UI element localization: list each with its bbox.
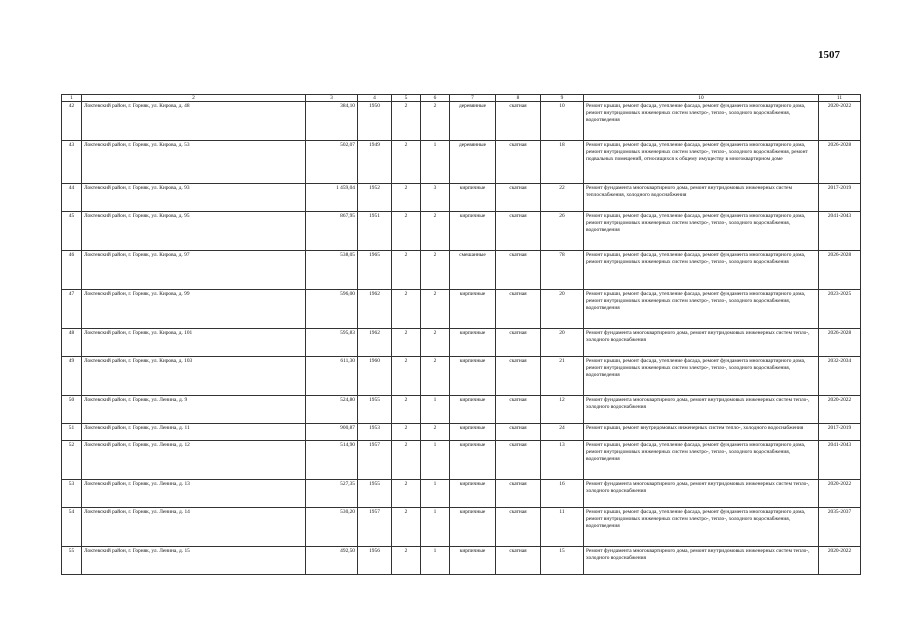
column-header: 1 xyxy=(62,95,82,102)
area-cell: 384,10 xyxy=(306,102,358,141)
period-cell: 2032-2034 xyxy=(819,357,861,396)
roof-type-cell: скатная xyxy=(496,184,541,212)
period-cell: 2020-2022 xyxy=(819,396,861,424)
count-cell: 78 xyxy=(541,251,584,290)
count-cell: 12 xyxy=(541,396,584,424)
row-number-cell: 43 xyxy=(62,141,82,184)
build-year-cell: 1962 xyxy=(358,329,392,357)
build-year-cell: 1960 xyxy=(358,357,392,396)
column-header: 8 xyxy=(496,95,541,102)
address-cell: Локтевский район, г. Горняк, ул. Кирова, д. 101 xyxy=(82,329,306,357)
floors-cell: 2 xyxy=(392,480,421,508)
wall-material-cell: кирпичные xyxy=(450,396,496,424)
build-year-cell: 1957 xyxy=(358,441,392,480)
area-cell: 502,07 xyxy=(306,141,358,184)
table-row xyxy=(62,329,861,357)
roof-type-cell: скатная xyxy=(496,329,541,357)
period-cell: 2020-2022 xyxy=(819,480,861,508)
floors-cell: 2 xyxy=(392,441,421,480)
wall-material-cell: кирпичные xyxy=(450,357,496,396)
address-cell: Локтевский район, г. Горняк, ул. Ленина, д. 14 xyxy=(82,508,306,547)
wall-material-cell: кирпичные xyxy=(450,424,496,441)
column-header: 10 xyxy=(584,95,819,102)
entrances-cell: 2 xyxy=(421,251,450,290)
row-number-cell: 47 xyxy=(62,290,82,329)
roof-type-cell: скатная xyxy=(496,424,541,441)
column-header: 4 xyxy=(358,95,392,102)
count-cell: 26 xyxy=(541,212,584,251)
works-list-cell: Ремонт фундамента многоквартирного дома, ремонт внутридомовых инженерных систем тепло-, холодного водоснабжения xyxy=(584,480,819,508)
wall-material-cell: кирпичные xyxy=(450,212,496,251)
address-cell: Локтевский район, г. Горняк, ул. Кирова, д. 48 xyxy=(82,102,306,141)
address-cell: Локтевский район, г. Горняк, ул. Кирова, д. 53 xyxy=(82,141,306,184)
build-year-cell: 1955 xyxy=(358,480,392,508)
address-cell: Локтевский район, г. Горняк, ул. Ленина, д. 9 xyxy=(82,396,306,424)
roof-type-cell: скатная xyxy=(496,547,541,575)
entrances-cell: 2 xyxy=(421,329,450,357)
roof-type-cell: скатная xyxy=(496,290,541,329)
wall-material-cell: кирпичные xyxy=(450,184,496,212)
table-row xyxy=(62,480,861,508)
area-cell: 492,50 xyxy=(306,547,358,575)
row-number-cell: 48 xyxy=(62,329,82,357)
wall-material-cell: кирпичные xyxy=(450,441,496,480)
count-cell: 22 xyxy=(541,184,584,212)
works-list-cell: Ремонт крыши, ремонт фасада, утепление фасада, ремонт фундамента многоквартирного дома, ремонт внутридомовых инженерных систем электро-, тепло-, холодного водоснабжения, ремонт подвальных помещений, относящихся к общему имуществу в многоквартирном доме xyxy=(584,141,819,184)
column-header: 9 xyxy=(541,95,584,102)
floors-cell: 2 xyxy=(392,290,421,329)
area-cell: 595,83 xyxy=(306,329,358,357)
entrances-cell: 1 xyxy=(421,508,450,547)
count-cell: 18 xyxy=(541,141,584,184)
area-cell: 538,05 xyxy=(306,251,358,290)
count-cell: 24 xyxy=(541,424,584,441)
wall-material-cell: деревянные xyxy=(450,102,496,141)
row-number-cell: 55 xyxy=(62,547,82,575)
address-cell: Локтевский район, г. Горняк, ул. Ленина, д. 15 xyxy=(82,547,306,575)
housing-register-table xyxy=(61,94,861,575)
build-year-cell: 1951 xyxy=(358,212,392,251)
floors-cell: 2 xyxy=(392,251,421,290)
roof-type-cell: скатная xyxy=(496,508,541,547)
count-cell: 10 xyxy=(541,102,584,141)
entrances-cell: 1 xyxy=(421,480,450,508)
entrances-cell: 2 xyxy=(421,424,450,441)
area-cell: 867,95 xyxy=(306,212,358,251)
build-year-cell: 1957 xyxy=(358,508,392,547)
table-row xyxy=(62,547,861,575)
column-header: 2 xyxy=(82,95,306,102)
build-year-cell: 1952 xyxy=(358,184,392,212)
entrances-cell: 1 xyxy=(421,547,450,575)
period-cell: 2017-2019 xyxy=(819,184,861,212)
period-cell: 2041-2043 xyxy=(819,441,861,480)
count-cell: 13 xyxy=(541,441,584,480)
row-number-cell: 52 xyxy=(62,441,82,480)
area-cell: 611,30 xyxy=(306,357,358,396)
row-number-cell: 45 xyxy=(62,212,82,251)
table-row xyxy=(62,290,861,329)
works-list-cell: Ремонт фундамента многоквартирного дома, ремонт внутридомовых инженерных систем теплоснабжения, холодного водоснабжения xyxy=(584,184,819,212)
column-header: 7 xyxy=(450,95,496,102)
works-list-cell: Ремонт фундамента многоквартирного дома, ремонт внутридомовых инженерных систем тепло-, холодного водоснабжения xyxy=(584,396,819,424)
floors-cell: 2 xyxy=(392,102,421,141)
works-list-cell: Ремонт крыши, ремонт фасада, утепление фасада, ремонт фундамента многоквартирного дома, ремонт внутридомовых инженерных систем электро-, тепло-, холодного водоснабжения, водоотведения xyxy=(584,441,819,480)
page-number: 1507 xyxy=(818,49,840,61)
area-cell: 524,80 xyxy=(306,396,358,424)
period-cell: 2017-2019 xyxy=(819,424,861,441)
wall-material-cell: кирпичные xyxy=(450,508,496,547)
address-cell: Локтевский район, г. Горняк, ул. Ленина, д. 13 xyxy=(82,480,306,508)
period-cell: 2026-2028 xyxy=(819,141,861,184)
address-cell: Локтевский район, г. Горняк, ул. Ленина, д. 12 xyxy=(82,441,306,480)
roof-type-cell: скатная xyxy=(496,102,541,141)
entrances-cell: 2 xyxy=(421,357,450,396)
count-cell: 21 xyxy=(541,357,584,396)
period-cell: 2020-2022 xyxy=(819,102,861,141)
row-number-cell: 44 xyxy=(62,184,82,212)
wall-material-cell: деревянные xyxy=(450,141,496,184)
table-row xyxy=(62,212,861,251)
table-row xyxy=(62,508,861,547)
wall-material-cell: кирпичные xyxy=(450,547,496,575)
header-row xyxy=(62,95,861,102)
floors-cell: 2 xyxy=(392,329,421,357)
roof-type-cell: скатная xyxy=(496,396,541,424)
column-header: 11 xyxy=(819,95,861,102)
entrances-cell: 3 xyxy=(421,184,450,212)
table-row xyxy=(62,141,861,184)
entrances-cell: 1 xyxy=(421,396,450,424)
works-list-cell: Ремонт крыши, ремонт фасада, утепление фасада, ремонт фундамента многоквартирного дома, ремонт внутридомовых инженерных систем электро-, тепло-, холодного водоснабжения, водоотведения xyxy=(584,102,819,141)
floors-cell: 2 xyxy=(392,508,421,547)
table-row xyxy=(62,251,861,290)
address-cell: Локтевский район, г. Горняк, ул. Ленина, д. 11 xyxy=(82,424,306,441)
address-cell: Локтевский район, г. Горняк, ул. Кирова, д. 93 xyxy=(82,184,306,212)
row-number-cell: 53 xyxy=(62,480,82,508)
entrances-cell: 2 xyxy=(421,212,450,251)
works-list-cell: Ремонт крыши, ремонт фасада, утепление фасада, ремонт фундамента многоквартирного дома, ремонт внутридомовых инженерных систем электро-, тепло-, холодного водоснабжения, водоотведения xyxy=(584,508,819,547)
row-number-cell: 42 xyxy=(62,102,82,141)
table-row xyxy=(62,357,861,396)
works-list-cell: Ремонт крыши, ремонт фасада, утепление фасада, ремонт фундамента многоквартирного дома, ремонт внутридомовых инженерных систем электро-, тепло-, холодного водоснабжения, водоотведения xyxy=(584,290,819,329)
works-list-cell: Ремонт фундамента многоквартирного дома, ремонт внутридомовых инженерных систем тепло-, холодного водоснабжения xyxy=(584,329,819,357)
roof-type-cell: скатная xyxy=(496,251,541,290)
period-cell: 2041-2043 xyxy=(819,212,861,251)
address-cell: Локтевский район, г. Горняк, ул. Кирова, д. 103 xyxy=(82,357,306,396)
row-number-cell: 54 xyxy=(62,508,82,547)
period-cell: 2026-2028 xyxy=(819,329,861,357)
entrances-cell: 1 xyxy=(421,441,450,480)
build-year-cell: 1962 xyxy=(358,290,392,329)
table-row xyxy=(62,424,861,441)
roof-type-cell: скатная xyxy=(496,441,541,480)
period-cell: 2035-2037 xyxy=(819,508,861,547)
wall-material-cell: кирпичные xyxy=(450,480,496,508)
floors-cell: 2 xyxy=(392,212,421,251)
column-header: 5 xyxy=(392,95,421,102)
column-header: 6 xyxy=(421,95,450,102)
area-cell: 527,35 xyxy=(306,480,358,508)
area-cell: 1 459,04 xyxy=(306,184,358,212)
build-year-cell: 1953 xyxy=(358,424,392,441)
row-number-cell: 51 xyxy=(62,424,82,441)
works-list-cell: Ремонт крыши, ремонт внутридомовых инженерных систем тепло-, холодного водоснабжения xyxy=(584,424,819,441)
count-cell: 15 xyxy=(541,547,584,575)
entrances-cell: 1 xyxy=(421,141,450,184)
build-year-cell: 1956 xyxy=(358,547,392,575)
entrances-cell: 2 xyxy=(421,102,450,141)
row-number-cell: 46 xyxy=(62,251,82,290)
period-cell: 2020-2022 xyxy=(819,547,861,575)
works-list-cell: Ремонт крыши, ремонт фасада, утепление фасада, ремонт фундамента многоквартирного дома, ремонт внутридомовых инженерных систем электро-, тепло-, холодного водоснабжения, водоотведения xyxy=(584,212,819,251)
address-cell: Локтевский район, г. Горняк, ул. Кирова, д. 99 xyxy=(82,290,306,329)
wall-material-cell: кирпичные xyxy=(450,290,496,329)
count-cell: 16 xyxy=(541,480,584,508)
count-cell: 20 xyxy=(541,329,584,357)
row-number-cell: 49 xyxy=(62,357,82,396)
build-year-cell: 1965 xyxy=(358,251,392,290)
count-cell: 11 xyxy=(541,508,584,547)
wall-material-cell: кирпичные xyxy=(450,329,496,357)
build-year-cell: 1955 xyxy=(358,396,392,424)
table-row xyxy=(62,396,861,424)
table-row xyxy=(62,441,861,480)
roof-type-cell: скатная xyxy=(496,357,541,396)
build-year-cell: 1950 xyxy=(358,102,392,141)
floors-cell: 2 xyxy=(392,424,421,441)
table-row xyxy=(62,184,861,212)
works-list-cell: Ремонт крыши, ремонт фасада, утепление фасада, ремонт фундамента многоквартирного дома, ремонт внутридомовых инженерных систем электро-, тепло-, холодного водоснабжения xyxy=(584,251,819,290)
floors-cell: 2 xyxy=(392,547,421,575)
area-cell: 900,87 xyxy=(306,424,358,441)
entrances-cell: 2 xyxy=(421,290,450,329)
floors-cell: 2 xyxy=(392,396,421,424)
area-cell: 514,90 xyxy=(306,441,358,480)
address-cell: Локтевский район, г. Горняк, ул. Кирова, д. 95 xyxy=(82,212,306,251)
works-list-cell: Ремонт фундамента многоквартирного дома, ремонт внутридомовых инженерных систем тепло-, холодного водоснабжения xyxy=(584,547,819,575)
floors-cell: 2 xyxy=(392,141,421,184)
wall-material-cell: смешанные xyxy=(450,251,496,290)
roof-type-cell: скатная xyxy=(496,141,541,184)
period-cell: 2023-2025 xyxy=(819,290,861,329)
table-row xyxy=(62,102,861,141)
column-header: 3 xyxy=(306,95,358,102)
address-cell: Локтевский район, г. Горняк, ул. Кирова, д. 97 xyxy=(82,251,306,290)
roof-type-cell: скатная xyxy=(496,480,541,508)
count-cell: 20 xyxy=(541,290,584,329)
area-cell: 530,20 xyxy=(306,508,358,547)
roof-type-cell: скатная xyxy=(496,212,541,251)
floors-cell: 2 xyxy=(392,357,421,396)
period-cell: 2026-2028 xyxy=(819,251,861,290)
floors-cell: 2 xyxy=(392,184,421,212)
build-year-cell: 1949 xyxy=(358,141,392,184)
works-list-cell: Ремонт крыши, ремонт фасада, утепление фасада, ремонт фундамента многоквартирного дома, ремонт внутридомовых инженерных систем электро-, тепло-, холодного водоснабжения, водоотведения xyxy=(584,357,819,396)
area-cell: 596,00 xyxy=(306,290,358,329)
row-number-cell: 50 xyxy=(62,396,82,424)
